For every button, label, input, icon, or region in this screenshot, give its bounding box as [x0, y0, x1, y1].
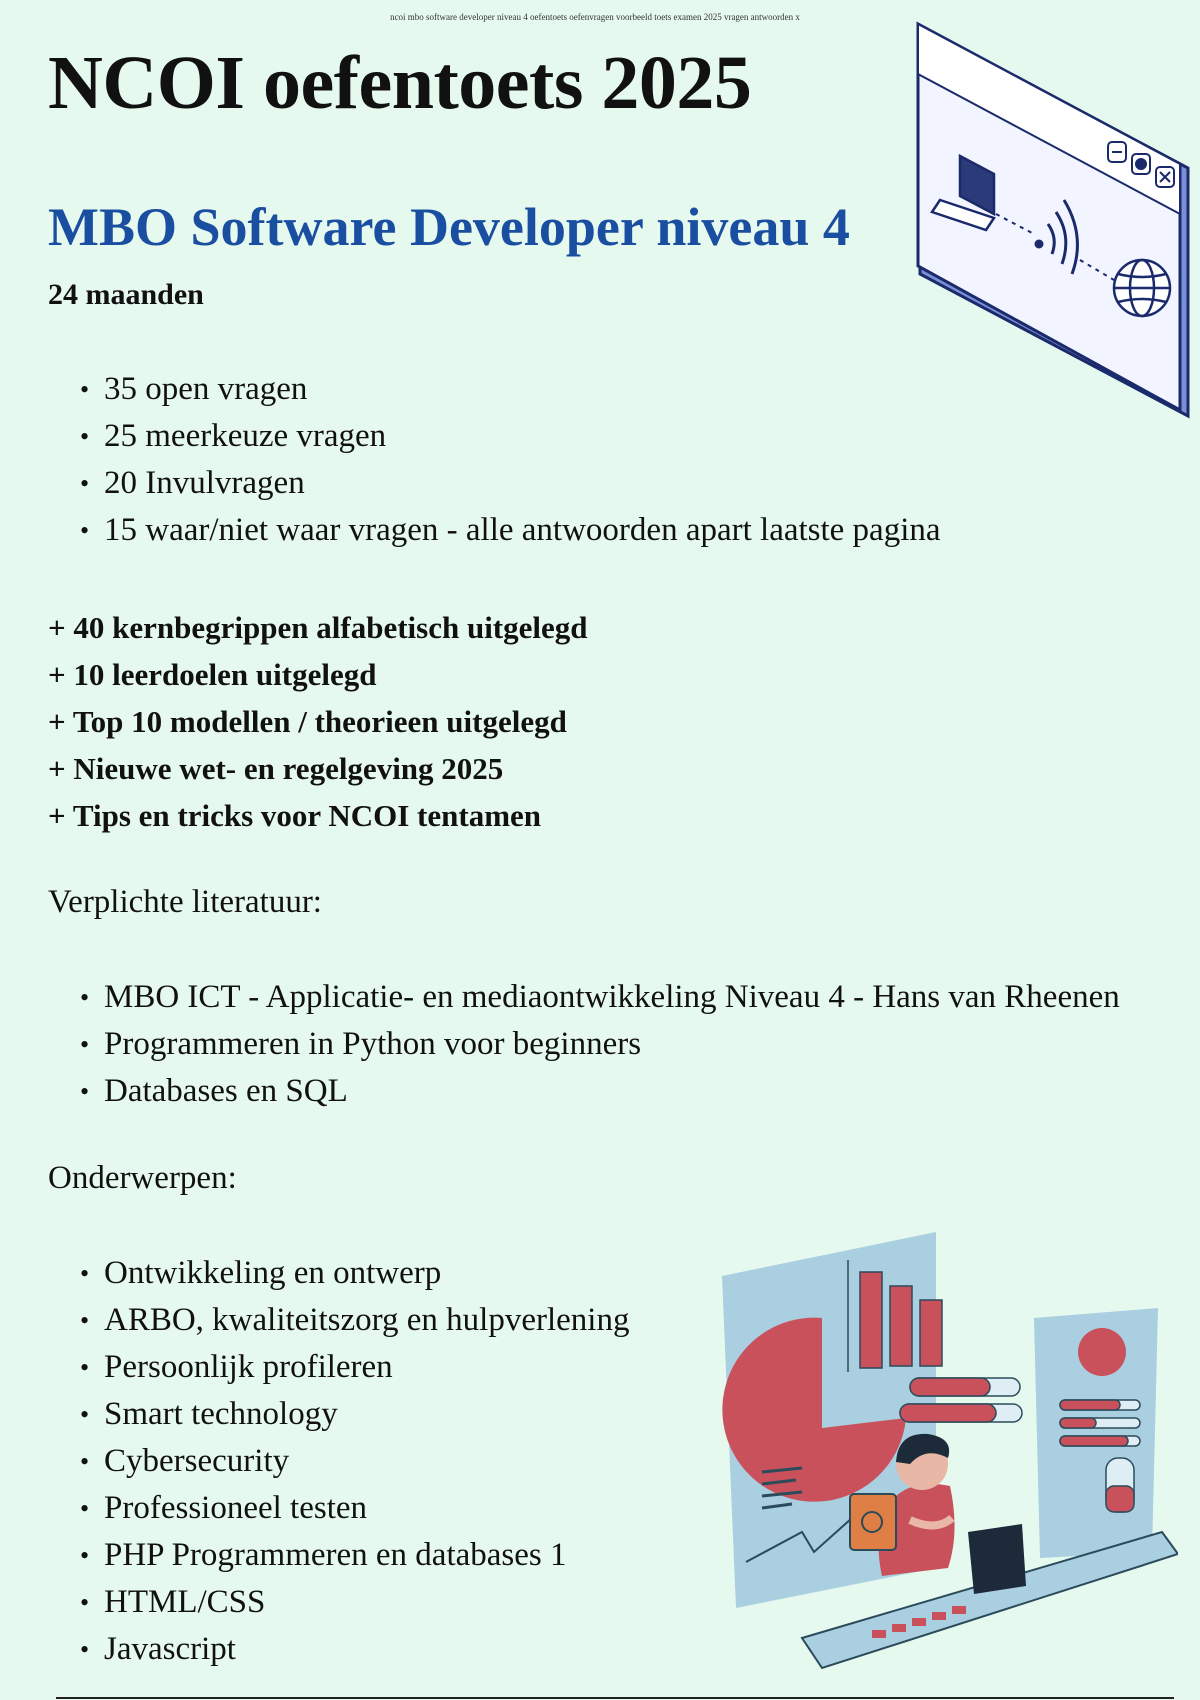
page-title: NCOI oefentoets 2025 — [48, 41, 752, 125]
list-item: • Javascript — [80, 1626, 629, 1673]
course-duration: 24 maanden — [48, 278, 204, 311]
list-item: • Persoonlijk profileren — [80, 1344, 629, 1391]
literature-list — [80, 974, 1120, 1115]
list-item: • Cybersecurity — [80, 1438, 629, 1485]
list-item: • Databases en SQL — [80, 1068, 1120, 1115]
list-item: • Ontwikkeling en ontwerp — [80, 1250, 629, 1297]
bottom-divider — [56, 1697, 1174, 1699]
list-item: • Professioneel testen — [80, 1485, 629, 1532]
list-item: • Smart technology — [80, 1391, 629, 1438]
extras-list — [48, 604, 588, 839]
topics-list — [80, 1250, 629, 1673]
question-types-list — [80, 366, 941, 554]
extra-item: + 40 kernbegrippen alfabetisch uitgelegd — [48, 610, 588, 645]
extra-item: + Nieuwe wet- en regelgeving 2025 — [48, 751, 504, 786]
extra-item: + Tips en tricks voor NCOI tentamen — [48, 798, 542, 833]
list-item: • MBO ICT - Applicatie- en mediaontwikkeling Niveau 4 - Hans van Rheenen — [80, 974, 1120, 1021]
browser-window-illustration — [912, 18, 1198, 420]
small-pie-icon — [1078, 1328, 1126, 1376]
chair-icon — [968, 1524, 1026, 1594]
list-item: • PHP Programmeren en databases 1 — [80, 1532, 629, 1579]
literature-heading: Verplichte literatuur: — [48, 884, 322, 920]
list-item: • HTML/CSS — [80, 1579, 629, 1626]
page-caption: ncoi mbo software developer niveau 4 oefentoets oefenvragen voorbeeld toets examen 2025 vragen antwoorden x — [390, 12, 800, 22]
extra-item: + 10 leerdoelen uitgelegd — [48, 657, 377, 692]
list-item: • 35 open vragen — [80, 366, 941, 413]
data-analyst-illustration — [722, 1232, 1178, 1690]
list-item: • Programmeren in Python voor beginners — [80, 1021, 1120, 1068]
list-item: • 15 waar/niet waar vragen - alle antwoorden apart laatste pagina — [80, 507, 941, 554]
extra-item: + Top 10 modellen / theorieen uitgelegd — [48, 704, 567, 739]
globe-icon — [1114, 260, 1170, 316]
list-item: • 20 Invulvragen — [80, 460, 941, 507]
list-item: • ARBO, kwaliteitszorg en hulpverlening — [80, 1297, 629, 1344]
topics-heading: Onderwerpen: — [48, 1160, 237, 1196]
list-item: • 25 meerkeuze vragen — [80, 413, 941, 460]
course-subtitle: MBO Software Developer niveau 4 — [48, 197, 850, 257]
